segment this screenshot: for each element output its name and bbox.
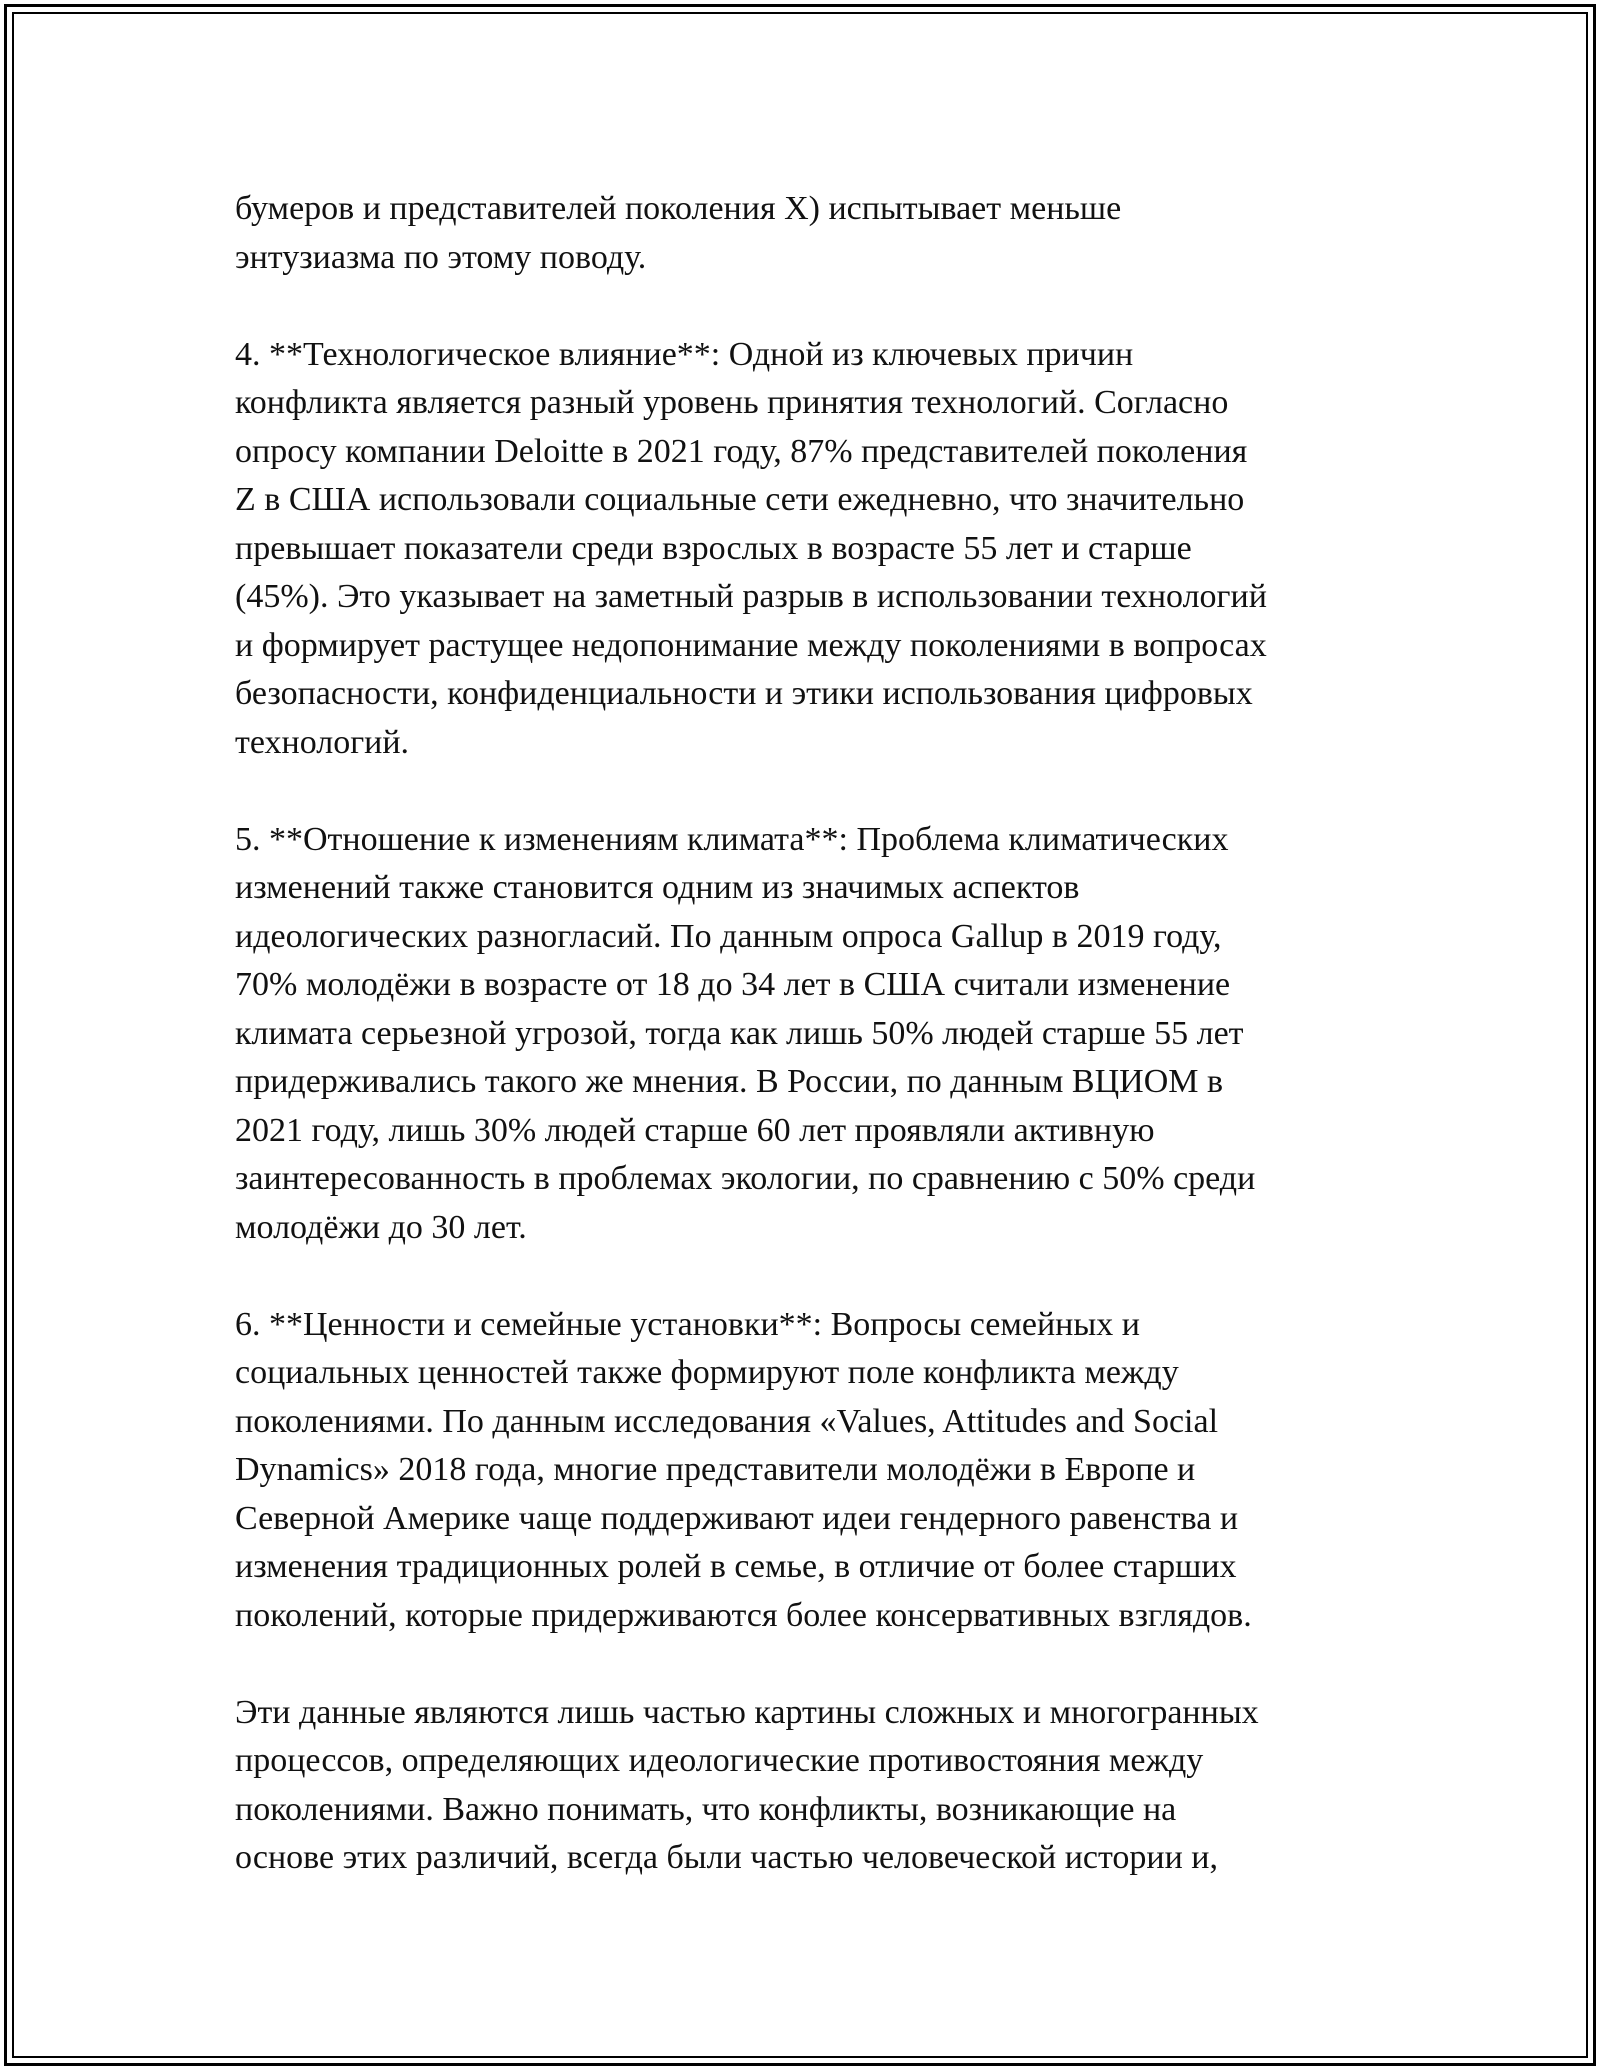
paragraph-technology — [235, 331, 1385, 768]
text-line: 5. **Отношение к изменениям климата**: Проблема климатических — [235, 820, 1229, 858]
paragraph-conclusion — [235, 1689, 1385, 1883]
text-line: идеологических разногласий. По данным опроса Gallup в 2019 году, — [235, 917, 1222, 955]
text-line: опросу компании Deloitte в 2021 году, 87% представителей поколения — [235, 432, 1248, 470]
text-line: бумеров и представителей поколения X) испытывает меньше — [235, 190, 1122, 227]
text-line: Dynamics» 2018 года, многие представители молодёжи в Европе и — [235, 1451, 1196, 1488]
text-line: технологий. — [235, 723, 410, 761]
paragraph-values — [235, 1301, 1385, 1641]
text-line: 4. **Технологическое влияние**: Одной из ключевых причин — [235, 335, 1134, 373]
text-line: изменений также становится одним из значимых аспектов — [235, 869, 1080, 906]
text-line: 70% молодёжи в возрасте от 18 до 34 лет в США считали изменение — [235, 966, 1231, 1003]
text-line: Z в США использовали социальные сети ежедневно, что значительно — [235, 481, 1245, 518]
paragraph-climate — [235, 816, 1385, 1253]
text-line: придерживались такого же мнения. В России, по данным ВЦИОМ в — [235, 1063, 1224, 1100]
text-line: энтузиазма по этому поводу. — [235, 238, 647, 276]
text-line: климата серьезной угрозой, тогда как лишь 50% людей старше 55 лет — [235, 1014, 1244, 1052]
text-line: Северной Америке чаще поддерживают идеи гендерного равенства и — [235, 1499, 1239, 1537]
text-line: превышает показатели среди взрослых в возрасте 55 лет и старше — [235, 529, 1192, 567]
document-body — [235, 185, 1385, 1883]
text-line: социальных ценностей также формируют поле конфликта между — [235, 1354, 1179, 1391]
text-line: Эти данные являются лишь частью картины сложных и многогранных — [235, 1693, 1259, 1731]
text-line: 6. **Ценности и семейные установки**: Вопросы семейных и — [235, 1305, 1140, 1343]
paragraph-continuation — [235, 185, 1385, 282]
text-line: конфликта является разный уровень принятия технологий. Согласно — [235, 384, 1229, 421]
text-line: основе этих различий, всегда были частью человеческой истории и, — [235, 1839, 1218, 1876]
text-line: 2021 году, лишь 30% людей старше 60 лет проявляли активную — [235, 1111, 1155, 1149]
text-line: поколениями. Важно понимать, что конфликты, возникающие на — [235, 1790, 1177, 1828]
text-line: молодёжи до 30 лет. — [235, 1208, 527, 1246]
text-line: (45%). Это указывает на заметный разрыв в использовании технологий — [235, 578, 1267, 615]
text-line: процессов, определяющих идеологические противостояния между — [235, 1742, 1204, 1779]
text-line: изменения традиционных ролей в семье, в отличие от более старших — [235, 1548, 1237, 1585]
text-line: поколений, которые придерживаются более консервативных взглядов. — [235, 1596, 1252, 1634]
text-line: и формирует растущее недопонимание между поколениями в вопросах — [235, 626, 1267, 664]
text-line: заинтересованность в проблемах экологии, по сравнению с 50% среди — [235, 1160, 1256, 1197]
text-line: безопасности, конфиденциальности и этики использования цифровых — [235, 675, 1253, 712]
text-line: поколениями. По данным исследования «Values, Attitudes and Social — [235, 1402, 1219, 1440]
